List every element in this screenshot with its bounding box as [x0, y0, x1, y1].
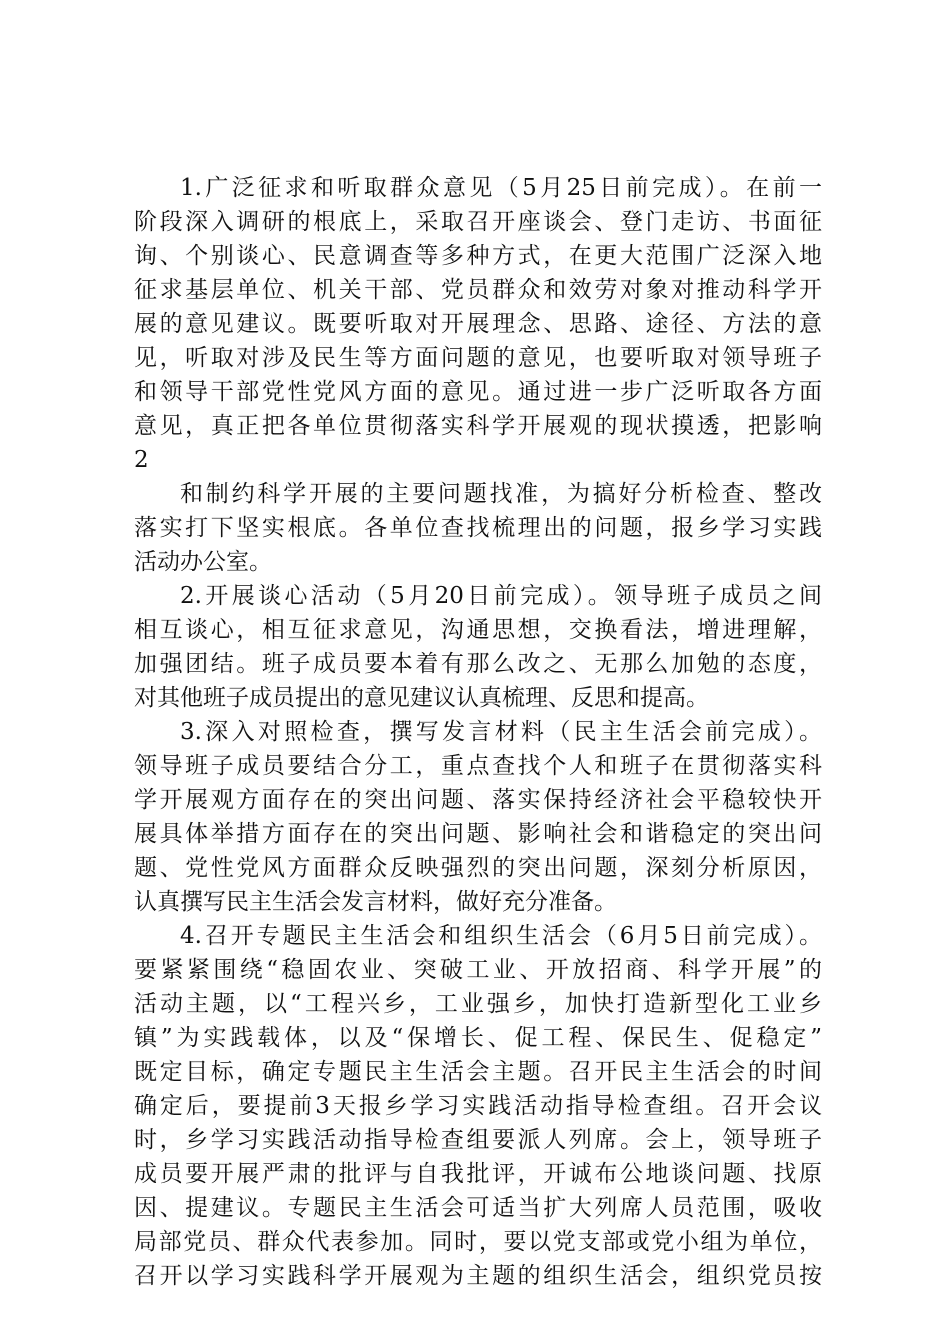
text-line: 2.开展谈心活动（5月20日前完成）。领导班子成员之间	[180, 583, 822, 609]
text-line: 意见，真正把各单位贯彻落实科学开展观的现状摸透，把影响	[134, 413, 822, 439]
paragraph-3	[134, 579, 822, 715]
text-line: 领导班子成员要结合分工，重点查找个人和班子在贯彻落实科	[134, 753, 822, 779]
text-line: 召开以学习实践科学开展观为主题的组织生活会，组织党员按	[134, 1263, 822, 1289]
text-line: 和领导干部党性党风方面的意见。通过进一步广泛听取各方面	[134, 379, 822, 405]
paragraph-2	[134, 477, 822, 579]
text-line: 和制约科学开展的主要问题找准，为搞好分析检查、整改	[180, 481, 822, 507]
text-line: 认真撰写民主生活会发言材料，做好充分准备。	[134, 889, 617, 915]
text-line: 4.召开专题民主生活会和组织生活会（6月5日前完成）。	[180, 923, 822, 949]
text-line: 题、党性党风方面群众反映强烈的突出问题，深刻分析原因，	[134, 855, 822, 881]
paragraph-1	[134, 171, 822, 443]
text-line: 询、个别谈心、民意调查等多种方式，在更大范围广泛深入地	[134, 243, 822, 269]
text-line: 学开展观方面存在的突出问题、落实保持经济社会平稳较快开	[134, 787, 822, 813]
text-line: 对其他班子成员提出的意见建议认真梳理、反思和提高。	[134, 685, 709, 711]
text-line: 相互谈心，相互征求意见，沟通思想，交换看法，增进理解，	[134, 617, 822, 643]
document-page	[134, 171, 822, 1293]
text-line: 1.广泛征求和听取群众意见（5月25日前完成）。在前一	[180, 175, 822, 201]
text-line: 镇”为实践载体，以及“保增长、促工程、保民生、促稳定”	[134, 1025, 822, 1051]
paragraph-5	[134, 919, 822, 1293]
text-line: 展的意见建议。既要听取对开展理念、思路、途径、方法的意	[134, 311, 822, 337]
text-line: 确定后，要提前3天报乡学习实践活动指导检查组。召开会议	[134, 1093, 822, 1119]
paragraph-4	[134, 715, 822, 919]
text-line: 加强团结。班子成员要本着有那么改之、无那么加勉的态度，	[134, 651, 822, 677]
text-line: 展具体举措方面存在的突出问题、影响社会和谐稳定的突出问	[134, 821, 822, 847]
text-line: 阶段深入调研的根底上，采取召开座谈会、登门走访、书面征	[134, 209, 822, 235]
text-line: 既定目标，确定专题民主生活会主题。召开民主生活会的时间	[134, 1059, 822, 1085]
text-line: 活动主题，以“工程兴乡，工业强乡，加快打造新型化工业乡	[134, 991, 822, 1017]
text-line: 要紧紧围绕“稳固农业、突破工业、开放招商、科学开展”的	[134, 957, 822, 983]
text-line: 因、提建议。专题民主生活会可适当扩大列席人员范围，吸收	[134, 1195, 822, 1221]
text-line: 见，听取对涉及民生等方面问题的意见，也要听取对领导班子	[134, 345, 822, 371]
text-line: 3.深入对照检查，撰写发言材料（民主生活会前完成）。	[180, 719, 822, 745]
page-number: 2	[134, 447, 149, 473]
text-line: 活动办公室。	[134, 549, 272, 575]
text-line: 时，乡学习实践活动指导检查组要派人列席。会上，领导班子	[134, 1127, 822, 1153]
text-line: 征求基层单位、机关干部、党员群众和效劳对象对推动科学开	[134, 277, 822, 303]
text-line: 成员要开展严肃的批评与自我批评，开诚布公地谈问题、找原	[134, 1161, 822, 1187]
text-line: 落实打下坚实根底。各单位查找梳理出的问题，报乡学习实践	[134, 515, 822, 541]
text-line: 局部党员、群众代表参加。同时，要以党支部或党小组为单位，	[134, 1229, 822, 1255]
